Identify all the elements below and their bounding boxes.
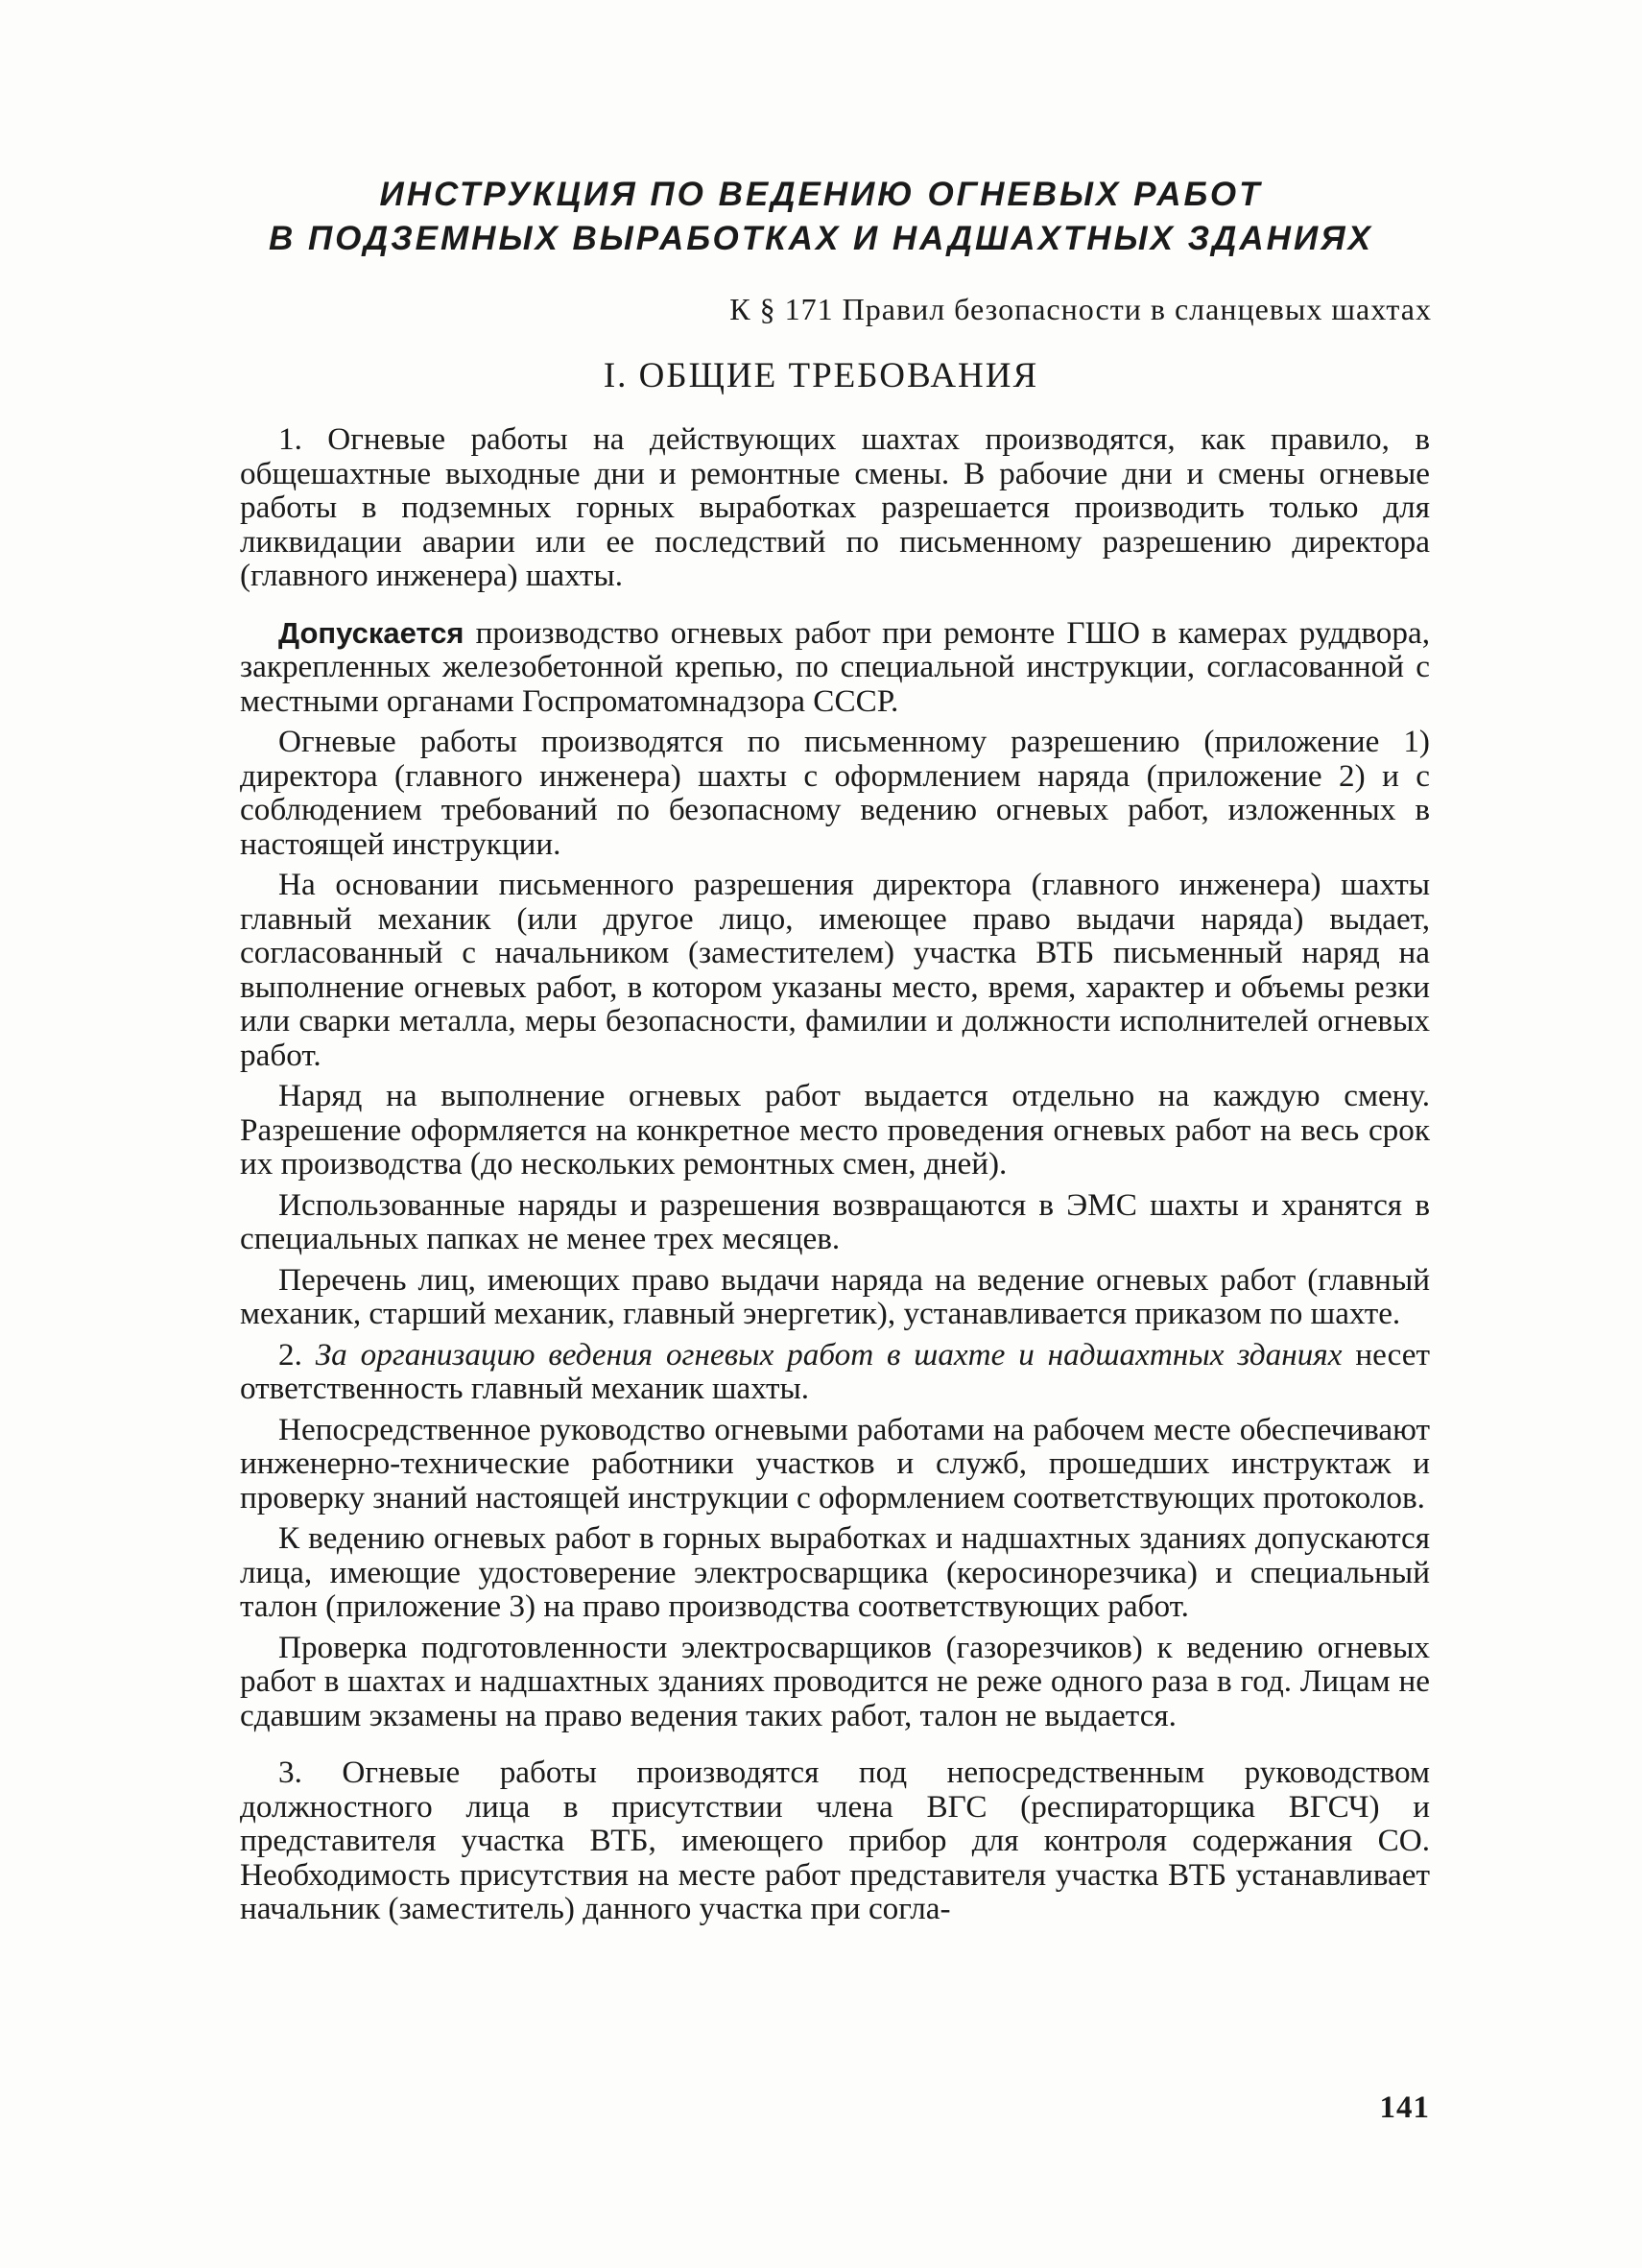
document-title [0,173,1642,261]
paragraph-3: Огневые работы производятся по письменному разрешению (приложение 1) директора (главного инженера) шахты с оформлением наряда (приложение 2) и с соблюдением требований по безопасному ведению огневых работ, изложенных в настоящей инструкции. [240,724,1430,862]
rules-reference: К § 171 Правил безопасности в сланцевых шахтах [729,292,1432,326]
paragraph-9: Непосредственное руководство огневыми работами на рабочем месте обеспечивают инженерно-технические работники участков и служб, прошедших инструктаж и проверку знаний настоящей инструкции с оформлением соответствующих протоколов. [240,1411,1430,1516]
paragraph-11: Проверка подготовленности электросварщиков (газорезчиков) к ведению огневых работ в шахтах и надшахтных зданиях проводится не реже одного раза в год. Лицам не сдавшим экзамены на право ведения таких работ, талон не выдается. [240,1629,1430,1733]
paragraph-2-lead: Допускается [278,615,464,650]
paragraph-10: К ведению огневых работ в горных выработках и надшахтных зданиях допускаются лица, имеющие удостоверение электросварщика (керосинорезчика) и специальный талон (приложение 3) на право производства соответствующих работ. [240,1520,1430,1624]
paragraph-7: Перечень лиц, имеющих право выдачи наряда на ведение огневых работ (главный механик, старший механик, главный энергетик), устанавливается приказом по шахте. [240,1261,1430,1331]
paragraph-5: Наряд на выполнение огневых работ выдается отдельно на каждую смену. Разрешение оформляется на конкретное место проведения огневых работ на весь срок их производства (до нескольких ремонтных смен, дней). [240,1078,1430,1182]
paragraph-6: Использованные наряды и разрешения возвращаются в ЭМС шахты и хранятся в специальных папках не менее трех месяцев. [240,1186,1430,1256]
paragraph-12: 3. Огневые работы производятся под непосредственным руководством должностного лица в присутствии члена ВГС (респираторщика ВГСЧ) и представителя участка ВТБ, имеющего прибор для контроля содержания СО. Необходимость присутствия на месте работ представителя участка ВТБ устанавливает начальник (заместитель) данного участка при согла- [240,1755,1430,1926]
paragraph-2 [240,616,1430,719]
paragraph-4: На основании письменного разрешения директора (главного инженера) шахты главный механик (или другое лицо, имеющее право выдачи наряда) выдает, согласованный с начальником (заместителем) участка ВТБ письменный наряд на выполнение огневых работ, в котором указаны место, время, характер и объемы резки или сварки металла, меры безопасности, фамилии и должности исполнителей огневых работ. [240,867,1430,1073]
section-heading: I. ОБЩИЕ ТРЕБОВАНИЯ [603,356,1039,395]
paragraph-1: 1. Огневые работы на действующих шахтах производятся, как правило, в общешахтные выходные дни и ремонтные смены. В рабочие дни и смены огневые работы в подземных горных выработках разрешается производить только для ликвидации аварии или ее последствий по письменному разрешению директора (главного инженера) шахты. [240,421,1430,593]
title-line-2: В ПОДЗЕМНЫХ ВЫРАБОТКАХ И НАДШАХТНЫХ ЗДАНИЯХ [268,220,1373,257]
body-text [240,422,1430,1936]
paragraph-2-rest: производство огневых работ при ремонте ГШО в камерах руддвора, закрепленных железобетонной крепью, по специальной инструкции, согласованной с местными органами Госпроматомнадзора СССР. [240,614,1430,719]
paragraph-8-rest: несет ответственность главный механик шахты. [240,1336,1431,1406]
paragraph-8-number: 2. [278,1336,316,1373]
paragraph-8 [240,1338,1430,1406]
paragraph-8-italic: За организацию ведения огневых работ в шахте и надшахтных зданиях [315,1336,1343,1373]
title-line-1: ИНСТРУКЦИЯ ПО ВЕДЕНИЮ ОГНЕВЫХ РАБОТ [379,176,1263,213]
page-number: 141 [1379,2090,1430,2125]
